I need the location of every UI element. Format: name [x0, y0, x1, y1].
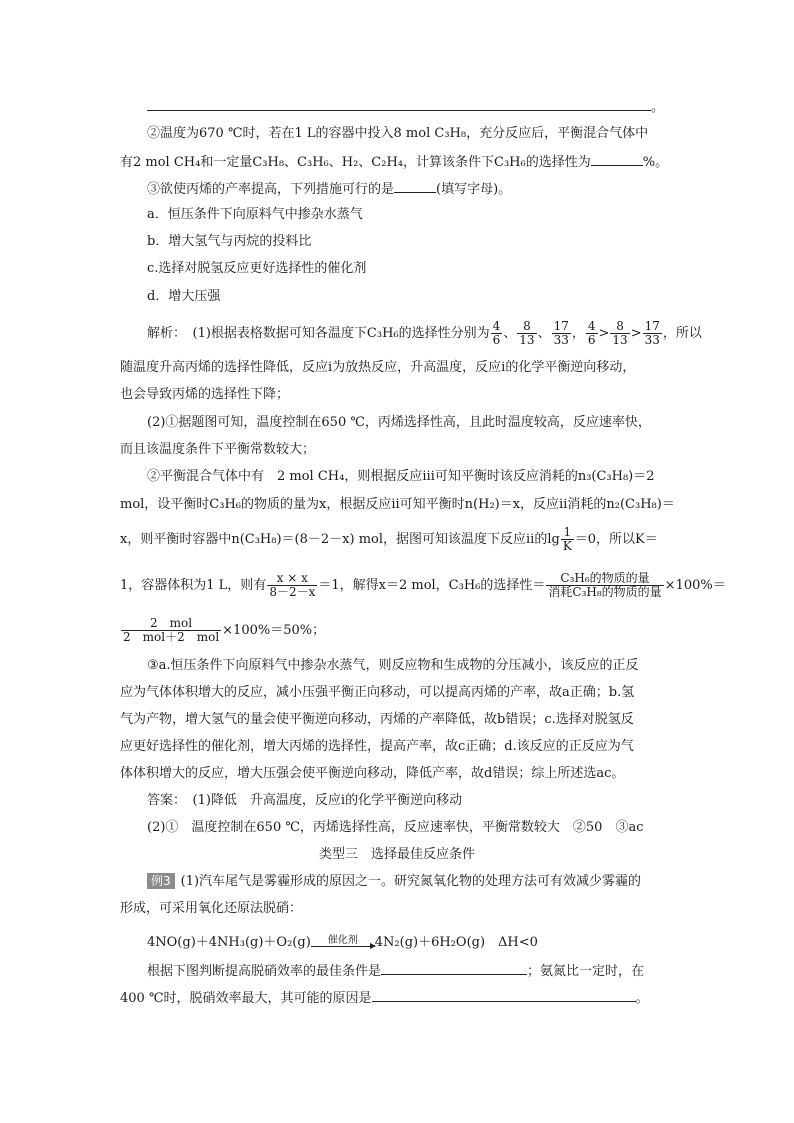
- answer-line-2: (2)① 温度控制在650 ℃，丙烯选择性高，反应速率快，平衡常数较大 ②50 ③ac: [147, 820, 644, 835]
- fraction-4-6: $\frac{4}{6}$: [492, 319, 501, 347]
- fraction-equilibrium: $\frac{x \times x}{8-2-x}$: [269, 571, 316, 599]
- example-line-4: 400 ℃时，脱硝效率最大，其可能的原因是 。: [120, 987, 649, 1009]
- fraction-8-13-b: $\frac{8}{13}$: [612, 319, 628, 347]
- end-mark: 。: [651, 100, 665, 115]
- option-b: b．增大氢气与丙烷的投料比: [147, 234, 312, 249]
- analysis-p4-line-3: 气为产物，增大氢气的量会使平衡逆向移动，丙烯的产率降低，故b错误；c.选择对脱氢反: [120, 712, 634, 727]
- analysis-p3-line-2: mol，设平衡时C₃H₆的物质的量为x，根据反应ⅱ可知平衡时n(H₂)＝x，反应ⅱ消耗的n₂(C₃H₈)＝: [120, 497, 675, 512]
- analysis-line-2: 随温度升高丙烯的选择性降低，反应ⅰ为放热反应，升高温度，反应ⅰ的化学平衡逆向移动，: [120, 360, 636, 375]
- equation-left: 4NO(g)＋4NH₃(g)＋O₂(g): [147, 935, 311, 950]
- fraction-1-over-k: $\frac{1}{K}$: [562, 525, 572, 553]
- reason-blank[interactable]: [372, 987, 636, 1002]
- fill-blank[interactable]: [147, 96, 651, 111]
- question-2-line-1: ②温度为670 ℃时，若在1 L的容器中投入8 mol C₃H₈，充分反应后，平衡混合气体中: [147, 126, 649, 141]
- fraction-selectivity: $\frac{\text{C₃H₆的物质的量}}{\text{消耗C₃H₈的物质的量}}$: [548, 571, 662, 599]
- example-line-3: 根据下图判断提高脱硝效率的最佳条件是 ；氨氮比一定时，在: [147, 960, 644, 982]
- analysis-intro: 解析： (1)根据表格数据可知各温度下C₃H₆的选择性分别为: [147, 326, 490, 341]
- question-2-line-2-text: 有2 mol CH₄和一定量C₃H₈、C₃H₆、H₂、C₂H₄，计算该条件下C₃H₆的选择性为: [120, 155, 591, 170]
- question-2-line-2: [120, 151, 668, 173]
- catalyst-arrow: [311, 935, 375, 951]
- percent-suffix: %。: [642, 155, 669, 170]
- analysis-p3-line-3: x，则平衡时容器中n(C₃H₈)＝(8－2－x) mol，据图可知该温度下反应ⅱ的lg $\frac{1}{K}$ ＝0，所以K＝: [120, 525, 658, 553]
- question-3-line: [147, 178, 511, 200]
- analysis-p4-line-2: 应为气体体积增大的反应，减小压强平衡正向移动，可以提高丙烯的产率，故a正确；b.氢: [120, 685, 635, 700]
- catalyst-label: 催化剂: [327, 934, 358, 946]
- analysis-line-1: 解析： (1)根据表格数据可知各温度下C₃H₆的选择性分别为 $\frac{4}{6}$ 、 $\frac{8}{13}$ 、 $\frac{17}{33}$ ， $\frac{4}{6}$ > $\frac{8}{13}$ > $\frac{17}{33}$ ，所以: [147, 319, 702, 347]
- example-badge: 例3: [147, 873, 175, 889]
- option-d: d．增大压强: [147, 289, 221, 304]
- option-c: c.选择对脱氢反应更好选择性的催化剂: [147, 261, 367, 276]
- example-line-1: [147, 872, 641, 892]
- fraction-result: $\frac{\text{2 mol}}{\text{2 mol＋2 mol}}$: [123, 616, 220, 644]
- equation-right: 4N₂(g)＋6H₂O(g) ΔH<0: [374, 935, 538, 950]
- fraction-8-13: $\frac{8}{13}$: [519, 319, 535, 347]
- question-3-suffix: (填写字母)。: [436, 182, 512, 197]
- example-line-2: 形成，可采用氧化还原法脱硝：: [120, 901, 303, 916]
- analysis-p2-line-2: 而且该温度条件下平衡常数较大；: [120, 442, 316, 457]
- measure-blank[interactable]: [394, 178, 436, 193]
- analysis-p4-line-4: 应更好选择性的催化剂，增大丙烯的选择性，提高产率，故c正确；d.该反应的正反应为气: [120, 739, 634, 754]
- analysis-p2-line-1: (2)①据题图可知，温度控制在650 ℃，丙烯选择性高，且此时温度较高，反应速率快，: [147, 415, 651, 430]
- fraction-17-33: $\frac{17}{33}$: [553, 319, 569, 347]
- arrow-icon: [311, 946, 375, 951]
- answer-line-1: 答案： (1)降低 升高温度，反应ⅰ的化学平衡逆向移动: [147, 793, 463, 808]
- option-a: a．恒压条件下向原料气中掺杂水蒸气: [147, 207, 363, 222]
- answer-blank-line[interactable]: [147, 96, 664, 115]
- analysis-line-3: 也会导致丙烯的选择性下降；: [120, 387, 290, 402]
- example-text: (1)汽车尾气是雾霾形成的原因之一。研究氮氧化物的处理方法可有效减少雾霾的: [180, 874, 642, 889]
- analysis-p3-line-1: ②平衡混合气体中有 2 mol CH₄，则根据反应ⅲ可知平衡时该反应消耗的n₃(C₃H₈)＝2: [147, 469, 655, 484]
- analysis-p3-line-4: 1，容器体积为1 L，则有 $\frac{x \times x}{8-2-x}$ ＝1，解得x＝2 mol，C₃H₆的选择性＝ $\frac{\text{C₃H₆的物质的量}}{\text{消耗C₃H₈的物质的量}}$ ×100%＝: [120, 571, 726, 599]
- analysis-p4-line-5: 体体积增大的反应，增大压强会使平衡逆向移动，降低产率，故d错误；综上所述选ac。: [120, 766, 625, 781]
- fraction-17-33-b: $\frac{17}{33}$: [644, 319, 660, 347]
- analysis-p3-line-5: $\frac{\text{2 mol}}{\text{2 mol＋2 mol}}$ ×100%＝50%；: [123, 616, 326, 644]
- best-condition-blank[interactable]: [381, 960, 527, 975]
- selectivity-blank[interactable]: [591, 151, 643, 166]
- reaction-equation: [147, 933, 538, 953]
- analysis-p4-line-1: ③a.恒压条件下向原料气中掺杂水蒸气，则反应物和生成物的分压减小，该反应的正反: [147, 658, 639, 673]
- fraction-4-6-b: $\frac{4}{6}$: [587, 319, 596, 347]
- question-3-text: ③欲使丙烯的产率提高，下列措施可行的是: [147, 182, 395, 197]
- section-title: 类型三 选择最佳反应条件: [318, 847, 475, 862]
